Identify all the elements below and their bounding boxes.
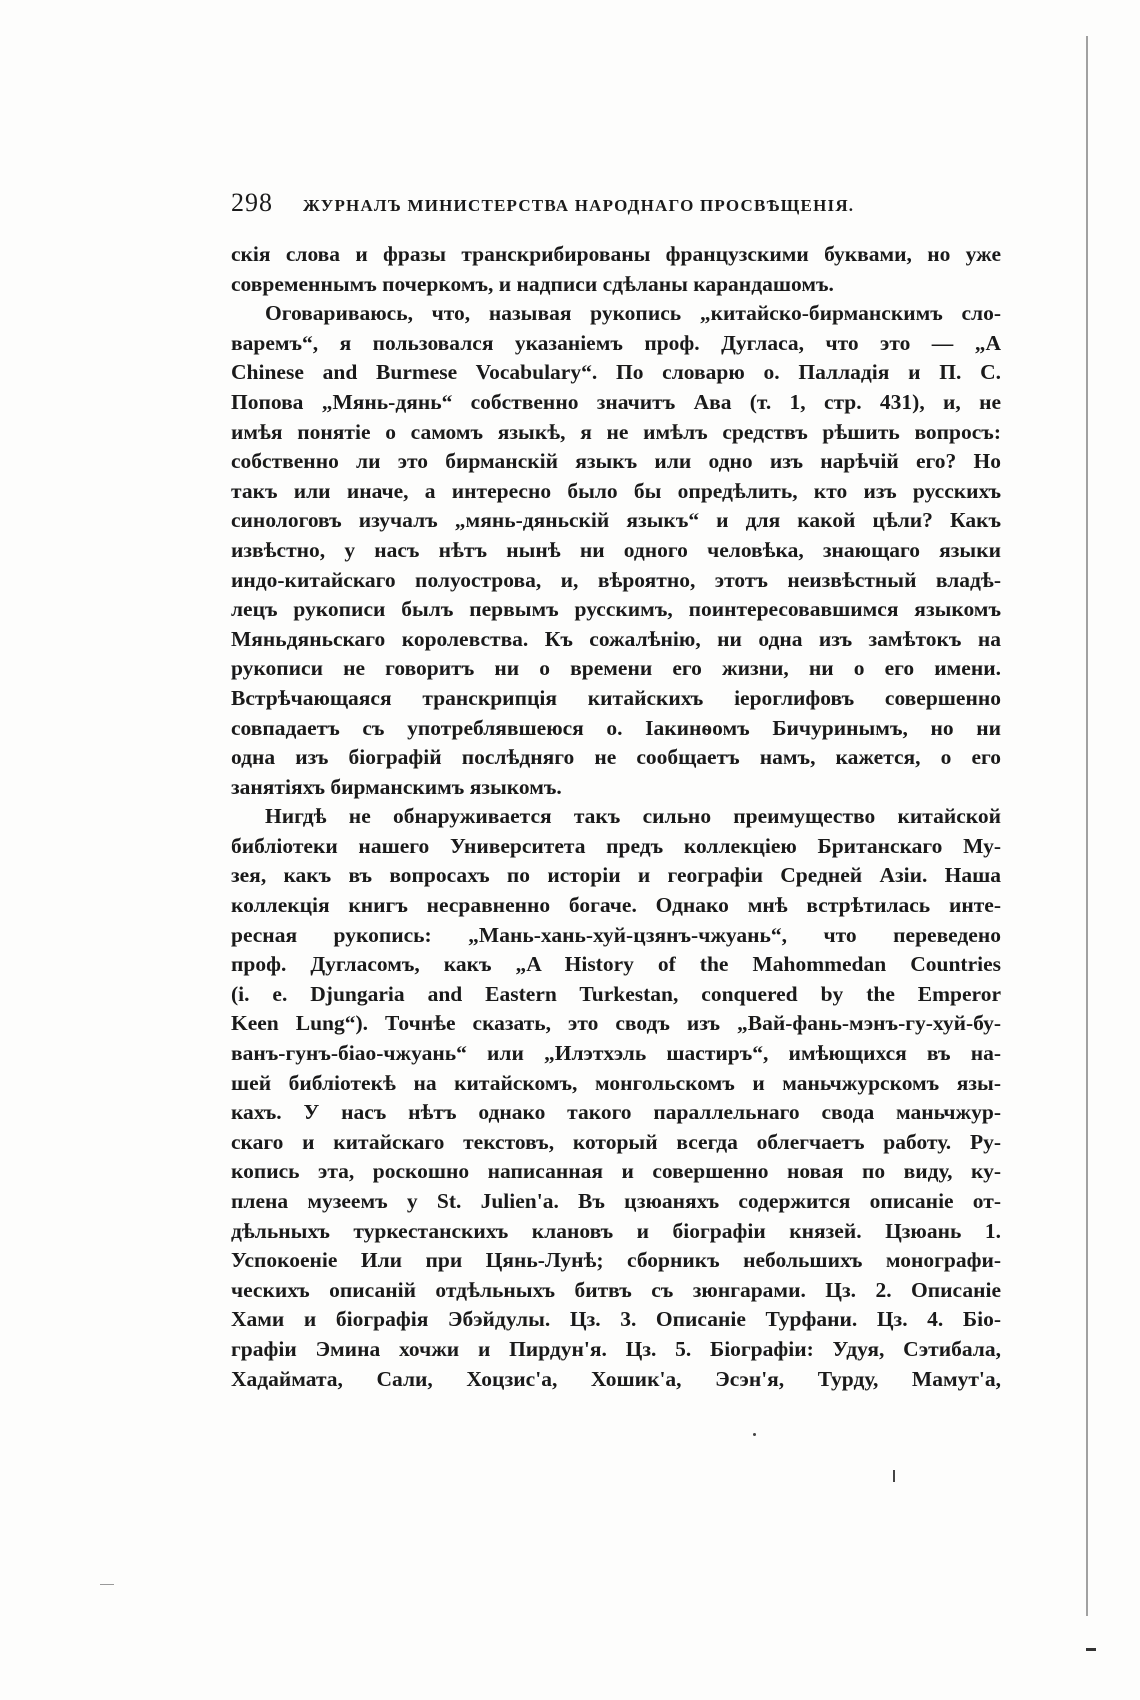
page-edge-rule bbox=[1086, 36, 1088, 1616]
text-line: графіи Эмина хочжи и Пирдун'я. Цз. 5. Біографіи: Удуя, Сэтибала, bbox=[231, 1336, 1001, 1361]
text-line: имѣя понятіе о самомъ языкѣ, я не имѣлъ средствъ рѣшить вопросъ: bbox=[231, 419, 1001, 444]
text-line: Попова „Мянь-дянь“ собственно значитъ Ава (т. 1, стр. 431), и, не bbox=[231, 389, 1001, 414]
scan-speck bbox=[753, 1433, 756, 1436]
text-line: занятіяхъ бирманскимъ языкомъ. bbox=[231, 774, 562, 799]
text-line: скаго и китайскаго текстовъ, который всегда облегчаетъ работу. Ру- bbox=[231, 1129, 1001, 1154]
text-line: библіотеки нашего Университета предъ коллекціею Британскаго Му- bbox=[231, 833, 1001, 858]
text-line: скія слова и фразы транскрибированы французскими буквами, но уже bbox=[231, 242, 1001, 266]
text-line: Keen Lung“). Точнѣе сказать, это сводъ изъ „Вай-фань-мэнъ-гу-хуй-бу- bbox=[231, 1011, 1001, 1036]
text-line: Оговариваюсь, что, называя рукопись „китайско-бирманскимъ сло- bbox=[265, 301, 1001, 326]
text-line: копись эта, роскошно написанная и совершенно новая по виду, ку- bbox=[231, 1159, 1001, 1184]
text-line: совпадаетъ съ употреблявшеюся о. Іакинѳомъ Бичуринымъ, но ни bbox=[231, 715, 1001, 740]
text-line: (i. e. Djungaria and Eastern Turkestan, conquered by the Emperor bbox=[231, 981, 1001, 1006]
text-line: ческихъ описаній отдѣльныхъ битвъ съ зюнгарами. Цз. 2. Описаніе bbox=[231, 1277, 1001, 1302]
text-line: такъ или иначе, а интересно было бы опредѣлить, кто изъ русскихъ bbox=[231, 478, 1001, 503]
running-title: ЖУРНАЛЪ МИНИСТЕРСТВА НАРОДНАГО ПРОСВѢЩЕНІЯ. bbox=[303, 196, 855, 215]
text-line: синологовъ изучалъ „мянь-дяньскій языкъ“ и для какой цѣли? Какъ bbox=[231, 508, 1001, 533]
text-line: ванъ-гунъ-біао-чжуань“ или „Илэтхэль шастиръ“, имѣющихся въ на- bbox=[231, 1041, 1001, 1066]
text-line: современнымъ почеркомъ, и надписи сдѣланы карандашомъ. bbox=[231, 271, 834, 296]
scan-speck bbox=[100, 1584, 114, 1585]
text-line: Хадаймата, Сали, Хоцзис'а, Хошик'а, Эсэн'я, Турду, Мамут'а, bbox=[231, 1366, 1001, 1391]
text-line: Chinese and Burmese Vocabulary“. По словарю о. Палладія и П. С. bbox=[231, 360, 1001, 385]
text-line: варемъ“, я пользовался указаніемъ проф. Дугласа, что это — „A bbox=[231, 330, 1001, 355]
text-line: Нигдѣ не обнаруживается такъ сильно преимущество китайской bbox=[265, 804, 1001, 829]
text-line: рукописи не говоритъ ни о времени его жизни, ни о его имени. bbox=[231, 656, 1001, 681]
text-line: кахъ. У насъ нѣтъ однако такого параллельнаго свода маньчжур- bbox=[231, 1100, 1001, 1125]
text-line: извѣстно, у насъ нѣтъ нынѣ ни одного человѣка, знающаго языки bbox=[231, 537, 1001, 562]
scan-speck bbox=[893, 1470, 895, 1482]
text-line: Встрѣчающаяся транскрипція китайскихъ іероглифовъ совершенно bbox=[231, 685, 1001, 710]
text-line: Мяньдяньскаго королевства. Къ сожалѣнію, ни одна изъ замѣтокъ на bbox=[231, 626, 1001, 651]
text-line: собственно ли это бирманскій языкъ или одно изъ нарѣчій его? Но bbox=[231, 449, 1001, 474]
text-line: зея, какъ въ вопросахъ по исторіи и географіи Средней Азіи. Наша bbox=[231, 863, 1001, 888]
text-line: индо-китайскаго полуострова, и, вѣроятно, этотъ неизвѣстный владѣ- bbox=[231, 567, 1001, 592]
text-line: лецъ рукописи былъ первымъ русскимъ, поинтересовавшимся языкомъ bbox=[231, 597, 1001, 622]
text-line: Успокоеніе Или при Цянь-Лунѣ; сборникъ небольшихъ монографи- bbox=[231, 1248, 1001, 1273]
scan-speck bbox=[1086, 1648, 1096, 1651]
text-line: проф. Дугласомъ, какъ „A History of the Mahommedan Countries bbox=[231, 952, 1001, 977]
text-line: ресная рукопись: „Мань-хань-хуй-цзянъ-чжуань“, что переведено bbox=[231, 922, 1001, 947]
text-line: шей библіотекѣ на китайскомъ, монгольскомъ и маньчжурскомъ язы- bbox=[231, 1070, 1001, 1095]
text-line: плена музеемъ у St. Julien'а. Въ цзюаняхъ содержится описаніе от- bbox=[231, 1189, 1001, 1213]
text-line: дѣльныхъ туркестанскихъ клановъ и біографіи князей. Цзюань 1. bbox=[231, 1218, 1001, 1243]
page-header bbox=[231, 188, 951, 218]
body-text bbox=[231, 240, 1001, 1394]
text-line: одна изъ біографій послѣдняго не сообщаетъ намъ, кажется, о его bbox=[231, 745, 1001, 770]
text-line: Хами и біографія Эбэйдулы. Цз. 3. Описаніе Турфани. Цз. 4. Біо- bbox=[231, 1307, 1001, 1332]
page-number: 298 bbox=[231, 188, 273, 217]
text-line: коллекція книгъ несравненно богаче. Однако мнѣ встрѣтилась инте- bbox=[231, 893, 1001, 918]
